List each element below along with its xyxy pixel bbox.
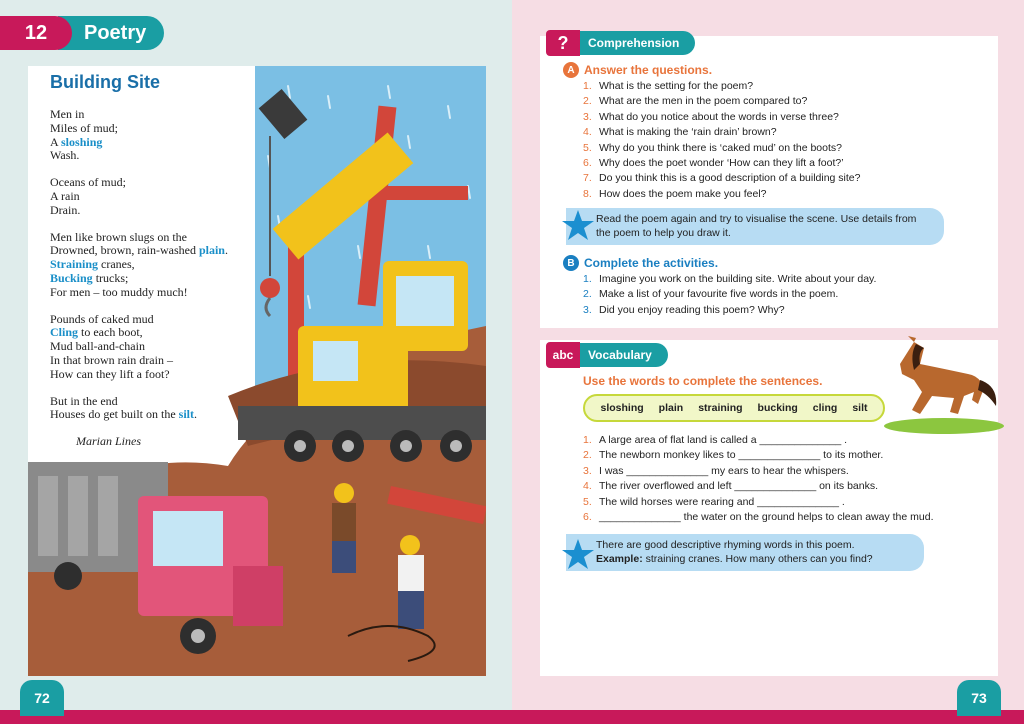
highlight-word: Straining (50, 257, 99, 272)
word-bank-item: bucking (757, 402, 798, 414)
list-item: 8. How does the poem make you feel? (583, 187, 767, 200)
part-a-heading (563, 62, 712, 78)
poem-body (50, 108, 250, 449)
star-icon (561, 209, 595, 243)
list-item: 2. The newborn monkey likes to ______________ to its mother. (583, 449, 884, 462)
highlight-word: plain (198, 243, 225, 258)
list-item: 1. A large area of flat land is called a ______________ . (583, 434, 848, 446)
part-b-badge: B (563, 255, 579, 271)
comprehension-header (546, 30, 695, 56)
unit-tab (0, 16, 164, 50)
part-b-heading (563, 255, 718, 271)
question-icon: ? (546, 30, 580, 56)
poem-line: Drain. (50, 202, 81, 217)
list-item: 5. Why do you think there is ‘caked mud’ on the boots? (583, 141, 842, 154)
poem-line: Men like brown slugs on the (50, 229, 187, 244)
poem-line: Houses do get built on the silt. (50, 407, 197, 422)
bottom-bar (0, 710, 1024, 724)
poem-line: A rain (50, 188, 80, 203)
highlight-word: sloshing (61, 134, 103, 149)
page-number-right: 73 (957, 680, 1001, 716)
poem-title: Building Site (50, 72, 160, 92)
horse-illustration (880, 334, 1008, 438)
word-bank-item: sloshing (600, 402, 644, 414)
poem-line: Mud ball-and-chain (50, 339, 145, 354)
word-bank (583, 394, 885, 422)
highlight-word: Bucking (50, 270, 93, 285)
list-item: 2. Make a list of your favourite five words in the poem. (583, 288, 839, 301)
tip-line: There are good descriptive rhyming words in this poem. (596, 539, 855, 551)
poem-line: But in the end (50, 393, 118, 408)
poem-line: Drowned, brown, rain-washed plain. (50, 243, 228, 258)
poem-line: A sloshing (50, 134, 103, 149)
list-item: 3. Did you enjoy reading this poem? Why? (583, 303, 785, 316)
vocabulary-instruction: Use the words to complete the sentences. (583, 374, 823, 388)
question-list (583, 79, 861, 202)
comprehension-title: Comprehension (576, 31, 695, 55)
poem-stanza-4 (50, 313, 250, 382)
poem-line: Miles of mud; (50, 120, 118, 135)
word-bank-item: straining (698, 402, 743, 414)
vocabulary-tip-box (566, 534, 924, 571)
list-item: 3. What do you notice about the words in verse three? (583, 110, 839, 123)
poem-line: In that brown rain drain – (50, 352, 173, 367)
word-bank-item: silt (852, 402, 868, 414)
tip-box: Read the poem again and try to visualise the scene. Use details from the poem to help you draw it. (566, 208, 944, 245)
poem-line: Bucking trucks; (50, 270, 129, 285)
poem-panel (28, 66, 486, 676)
poem-stanza-2 (50, 176, 250, 217)
poem-line: How can they lift a foot? (50, 366, 170, 381)
list-item: 3. I was ______________ my ears to hear the whispers. (583, 464, 849, 477)
poem-line: Cling to each boot, (50, 325, 143, 340)
star-icon (561, 538, 595, 572)
poem-line: Oceans of mud; (50, 175, 126, 190)
poem-line: For men – too muddy much! (50, 284, 188, 299)
vocabulary-header (546, 342, 668, 368)
unit-title: Poetry (58, 16, 164, 50)
list-item: 4. The river overflowed and left ______________ on its banks. (583, 480, 879, 493)
poem-line: Pounds of caked mud (50, 311, 154, 326)
poem-line: Wash. (50, 148, 80, 163)
poem-stanza-1 (50, 108, 250, 163)
highlight-word: Cling (50, 325, 79, 340)
part-a-badge: A (563, 62, 579, 78)
list-item: 1. What is the setting for the poem? (583, 80, 754, 92)
tip-line: Example: straining cranes. How many others can you find? (596, 552, 873, 565)
list-item: 6. Why does the poet wonder ‘How can they lift a foot?’ (583, 157, 844, 170)
page-number-left: 72 (20, 680, 64, 716)
word-bank-item: plain (658, 402, 684, 414)
list-item: 7. Do you think this is a good description of a building site? (583, 172, 861, 185)
list-item: 1. Imagine you work on the building site. Write about your day. (583, 273, 877, 285)
poem-line: Men in (50, 107, 85, 121)
sentence-list (583, 433, 934, 525)
highlight-word: silt (178, 407, 194, 422)
list-item: 6. ______________ the water on the ground helps to clean away the mud. (583, 511, 934, 524)
abc-icon: abc (546, 342, 580, 368)
list-item: 2. What are the men in the poem compared to? (583, 95, 808, 108)
activity-list (583, 272, 876, 318)
word-bank-item: cling (812, 402, 838, 414)
poem-stanza-3 (50, 231, 250, 300)
unit-number: 12 (0, 16, 72, 50)
list-item: 4. What is making the ‘rain drain’ brown? (583, 126, 777, 139)
part-a-title: Answer the questions. (584, 63, 713, 77)
vocabulary-title: Vocabulary (576, 343, 668, 367)
poem-line: Straining cranes, (50, 257, 135, 272)
part-b-title: Complete the activities. (584, 256, 719, 270)
list-item: 5. The wild horses were rearing and ______________ . (583, 495, 845, 508)
poem-stanza-5 (50, 395, 250, 423)
poem-author: Marian Lines (76, 434, 142, 449)
